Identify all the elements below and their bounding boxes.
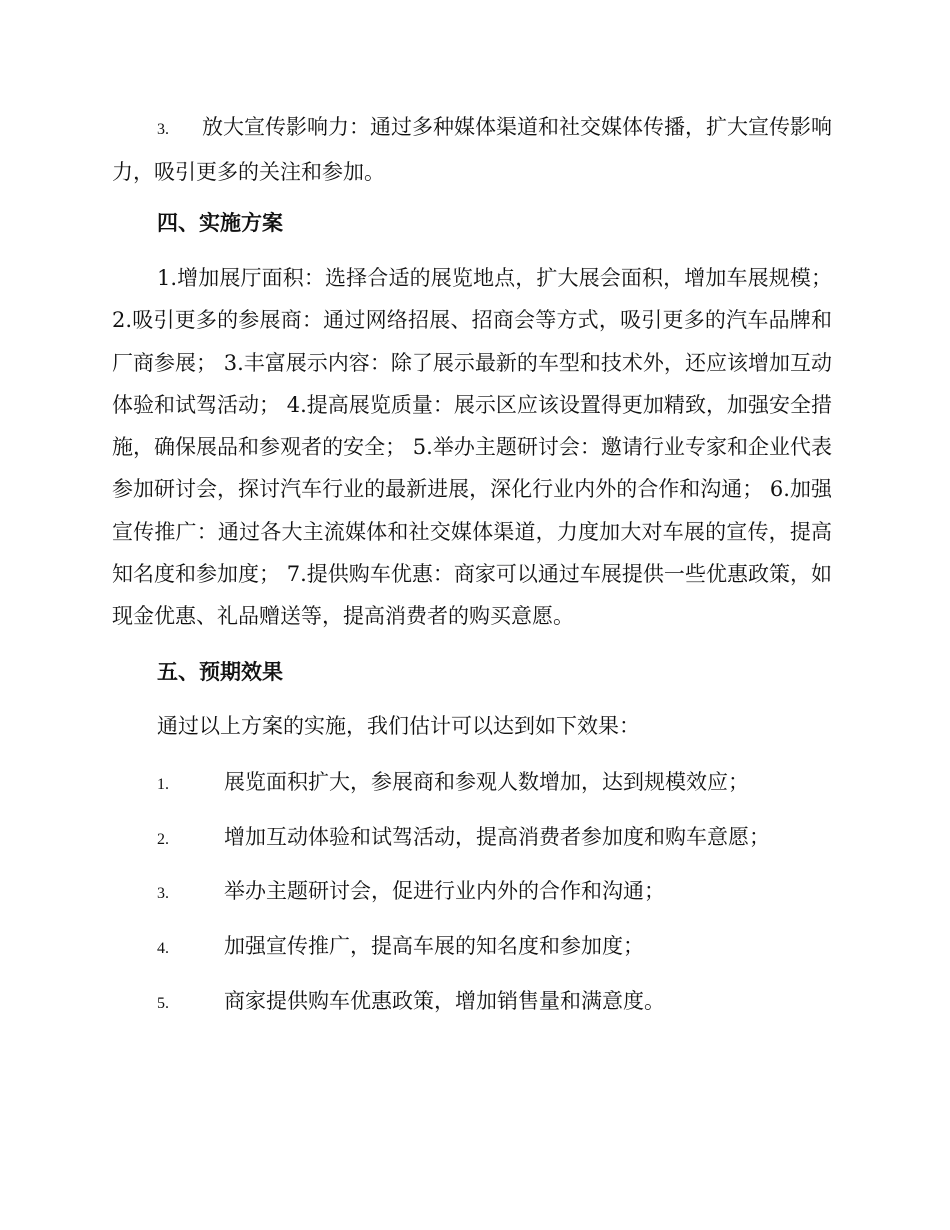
list-number: 2.: [157, 831, 169, 848]
effect-list-item: [157, 822, 770, 855]
section-heading-implementation: 四、实施方案: [157, 210, 283, 235]
list-number: 1.: [157, 776, 169, 793]
list-text: 放大宣传影响力：通过多种媒体渠道和社交媒体传播，扩大宣传影响力，吸引更多的关注和参加。: [112, 115, 832, 184]
effect-list-item: [157, 931, 644, 964]
list-text: 商家提供购车优惠政策，增加销售量和满意度。: [224, 989, 665, 1013]
list-number: 5.: [157, 995, 169, 1012]
effect-list-item: [157, 876, 665, 909]
effect-list-item: [157, 767, 749, 800]
effect-list-item: [157, 986, 665, 1019]
intro-list-item: [112, 106, 838, 193]
list-number: 4.: [157, 940, 169, 957]
section-heading-expected-effects: 五、预期效果: [157, 659, 283, 684]
list-text: 加强宣传推广，提高车展的知名度和参加度；: [224, 934, 644, 958]
implementation-paragraph: 1.增加展厅面积：选择合适的展览地点，扩大展会面积，增加车展规模； 2.吸引更多的参展商：通过网络招展、招商会等方式，吸引更多的汽车品牌和厂商参展； 3.丰富展示内容：除了展示最新的车型和技术外，还应该增加互动体验和试驾活动； 4.提高展览质量：展示区应该设置得更加精致，加强安全措施，确保展品和参观者的安全； 5.举办主题研讨会：邀请行业专家和企业代表参加研讨会，探讨汽车行业的最新进展，深化行业内外的合作和沟通； 6.加强宣传推广：通过各大主流媒体和社交媒体渠道，力度加大对车展的宣传，提高知名度和参加度； 7.提供购车优惠：商家可以通过车展提供一些优惠政策，如现金优惠、礼品赠送等，提高消费者的购买意愿。: [112, 266, 832, 629]
list-number: 3.: [157, 121, 169, 138]
list-text: 举办主题研讨会，促进行业内外的合作和沟通；: [224, 879, 665, 903]
list-text: 增加互动体验和试驾活动，提高消费者参加度和购车意愿；: [224, 825, 770, 849]
list-text: 展览面积扩大，参展商和参观人数增加，达到规模效应；: [224, 770, 749, 794]
list-number: 3.: [157, 885, 169, 902]
expected-effects-intro: 通过以上方案的实施，我们估计可以达到如下效果：: [157, 714, 640, 738]
